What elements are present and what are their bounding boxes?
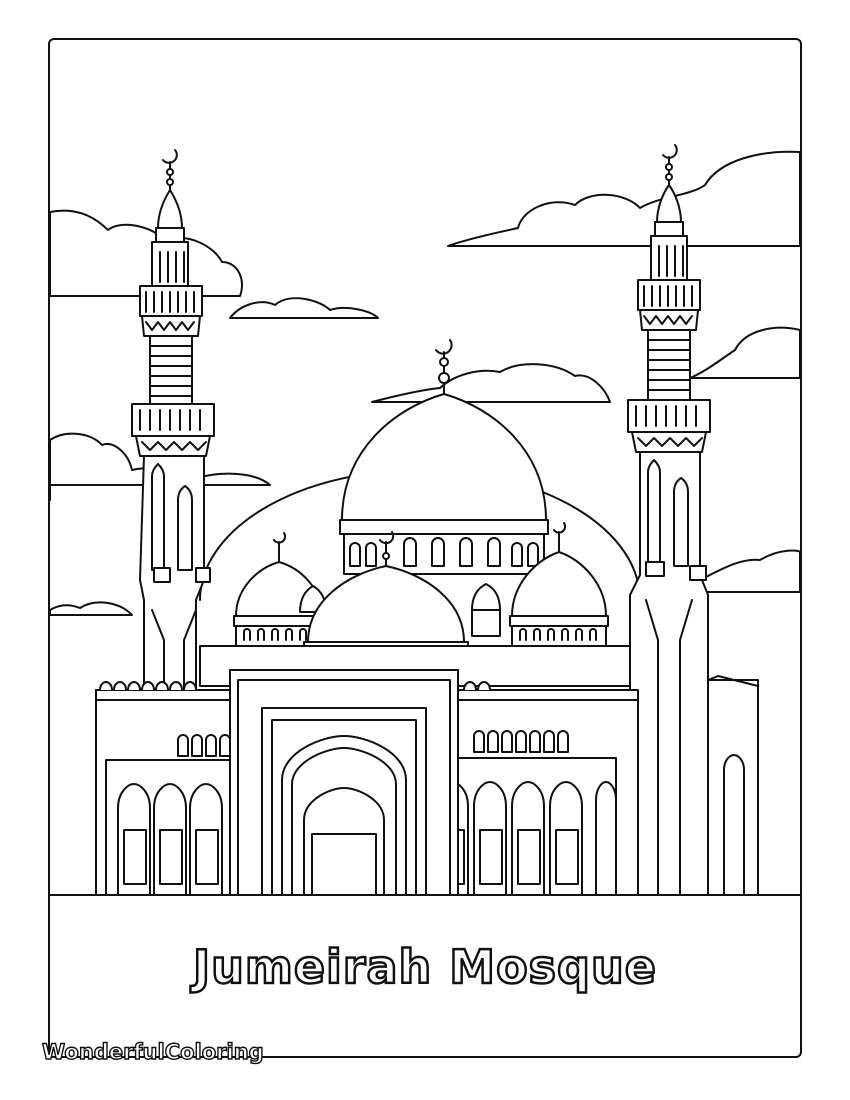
crescent-icon bbox=[163, 150, 177, 163]
crescent-icon bbox=[663, 145, 677, 158]
brand-logo: WonderfulColoring bbox=[42, 1040, 264, 1064]
page-title: Jumeirah Mosque bbox=[193, 940, 657, 994]
minaret-right bbox=[628, 145, 710, 895]
